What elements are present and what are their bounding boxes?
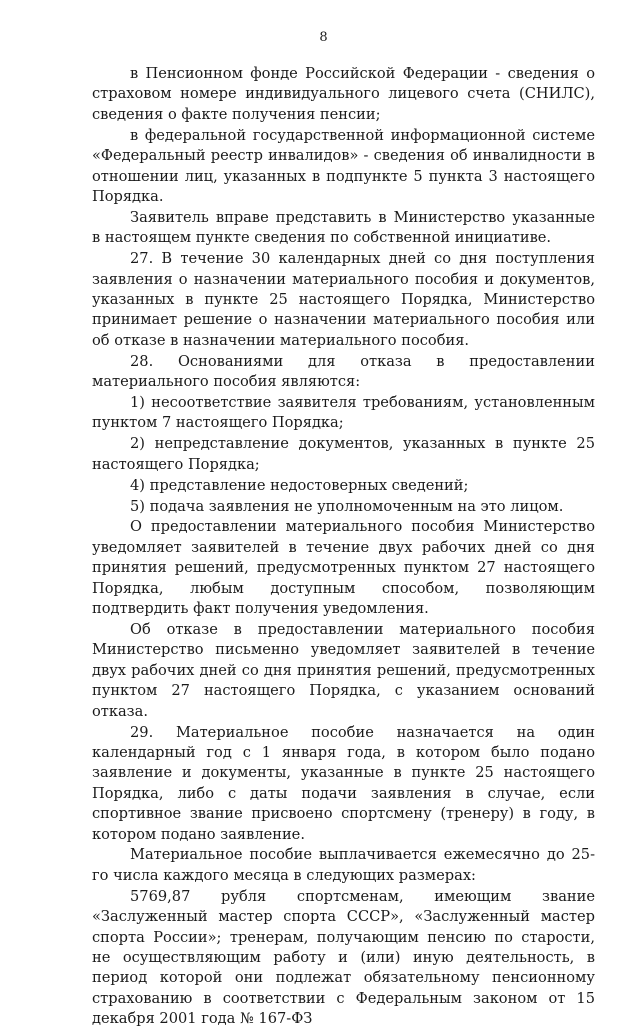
paragraph-item-28: 28. Основаниями для отказа в предоставлении материального пособия являются: (92, 352, 595, 391)
paragraph-grant-notice: О предоставлении материального пособия Министерство уведомляет заявителей в течение двух рабочих дней со дня принятия решений, предусмотренных пунктом 27 настоящего Порядка, любым доступным способом, позволяющим подтвердить факт получения уведомления. (92, 518, 595, 618)
paragraph-refusal-5: 5) подача заявления не уполномоченным на это лицом. (130, 497, 564, 515)
paragraph-refusal-4: 4) представление недостоверных сведений; (130, 476, 469, 494)
paragraph-disability-registry: в федеральной государственной информационной системе «Федеральный реестр инвалидов» - сведения об инвалидности в отношении лиц, указанных в подпункте 5 пункта 3 настоящего Порядка. (92, 126, 595, 205)
paragraph-payment-schedule: Материальное пособие выплачивается ежемесячно до 25-го числа каждого месяца в следующих размерах: (92, 846, 595, 884)
document-body (92, 64, 595, 1030)
paragraph-refusal-2: 2) непредставление документов, указанных в пункте 25 настоящего Порядка; (92, 435, 595, 473)
page-number: 8 (319, 30, 328, 45)
paragraph-item-27: 27. В течение 30 календарных дней со дня поступления заявления о назначении материального пособия и документов, указанных в пункте 25 настоящего Порядка, Министерство принимает решение о назначении материального пособия или об отказе в назначении материального пособия. (92, 250, 595, 349)
paragraph-refusal-notice: Об отказе в предоставлении материального пособия Министерство письменно уведомляет заявителей в течение двух рабочих дней со дня принятия решений, предусмотренных пунктом 27 настоящего Порядка, с указанием оснований отказа. (92, 620, 595, 720)
paragraph-refusal-1: 1) несоответствие заявителя требованиям, установленным пунктом 7 настоящего Порядка; (92, 394, 595, 432)
paragraph-item-29: 29. Материальное пособие назначается на один календарный год с 1 января года, в котором было подано заявление и документы, указанные в пункте 25 настоящего Порядка, либо с даты подачи заявления в случае, если спортивное звание присвоено спортсмену (тренеру) в году, в котором подано заявление. (92, 723, 595, 843)
paragraph-payment-amount: 5769,87 рубля спортсменам, имеющим звание «Заслуженный мастер спорта СССР», «Заслуженный мастер спорта России»; тренерам, получающим пенсию по старости, не осуществляющим работу и (или) иную деятельность, в период которой они подлежат обязательному пенсионному страхованию в соответствии с Федеральным законом от 15 декабря 2001 года № 167-ФЗ (92, 887, 595, 1028)
paragraph-pfr-info: в Пенсионном фонде Российской Федерации - сведения о страховом номере индивидуального лицевого счета (СНИЛС), сведения о факте получения пенсии; (92, 65, 595, 123)
paragraph-own-initiative: Заявитель вправе представить в Министерство указанные в настоящем пункте сведения по собственной инициативе. (92, 208, 595, 247)
